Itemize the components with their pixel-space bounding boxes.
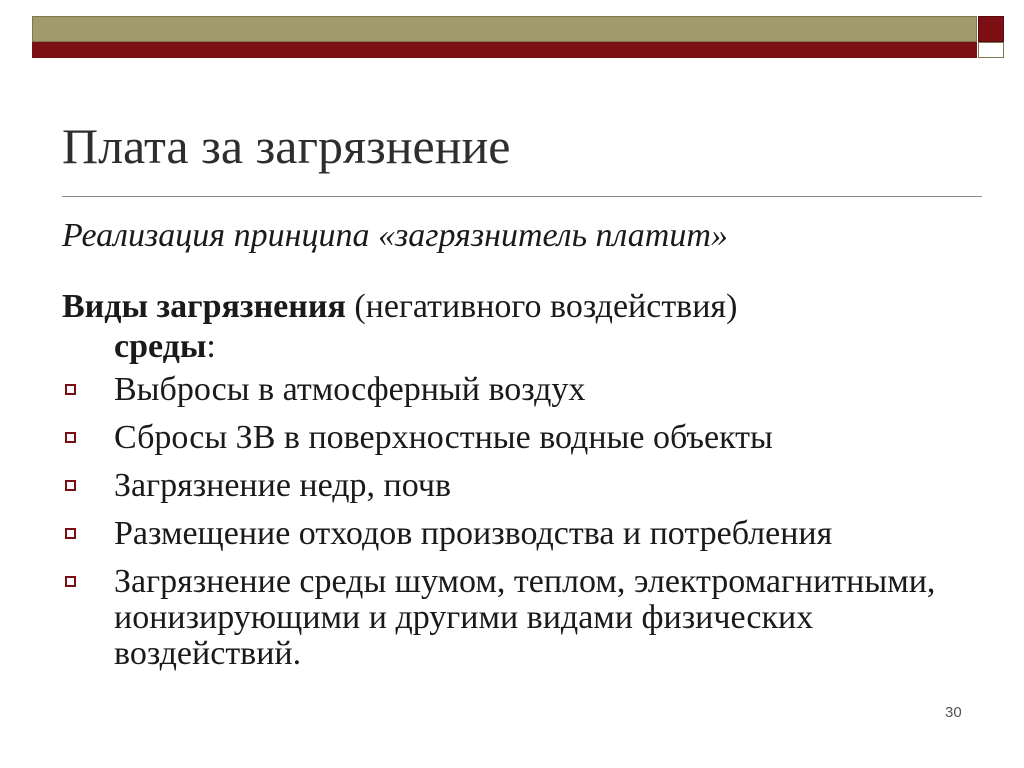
list-item <box>62 372 982 408</box>
list-item-text: Загрязнение недр, почв <box>114 467 452 504</box>
bullet-list <box>62 372 982 684</box>
list-item-text: Размещение отходов производства и потребления <box>114 515 833 552</box>
header-band-olive <box>32 16 977 42</box>
intro-colon: : <box>206 328 216 365</box>
intro-paragraph <box>62 287 962 367</box>
slide-title: Плата за загрязнение <box>62 118 511 174</box>
page-number: 30 <box>945 704 962 721</box>
intro-bold: Виды загрязнения <box>62 288 346 325</box>
list-item <box>62 468 982 504</box>
list-item <box>62 516 982 552</box>
title-divider <box>62 196 982 197</box>
intro-normal: (негативного воздействия) <box>345 288 738 325</box>
corner-square-white <box>978 42 1004 58</box>
corner-square-maroon <box>978 16 1004 42</box>
slide-subtitle: Реализация принципа «загрязнитель платит» <box>62 217 728 254</box>
intro-bold-2: среды <box>114 328 207 365</box>
header-band-maroon <box>32 42 977 58</box>
list-item-text: Сбросы ЗВ в поверхностные водные объекты <box>114 419 773 456</box>
list-item <box>62 564 982 672</box>
hollow-square-icon <box>65 480 76 491</box>
hollow-square-icon <box>65 432 76 443</box>
list-item-text: Выбросы в атмосферный воздух <box>114 371 586 408</box>
hollow-square-icon <box>65 384 76 395</box>
intro-line-2 <box>62 327 962 367</box>
hollow-square-icon <box>65 528 76 539</box>
list-item <box>62 420 982 456</box>
list-item-text: Загрязнение среды шумом, теплом, электромагнитными, ионизирующими и другими видами физических воздействий. <box>114 563 936 672</box>
hollow-square-icon <box>65 576 76 587</box>
